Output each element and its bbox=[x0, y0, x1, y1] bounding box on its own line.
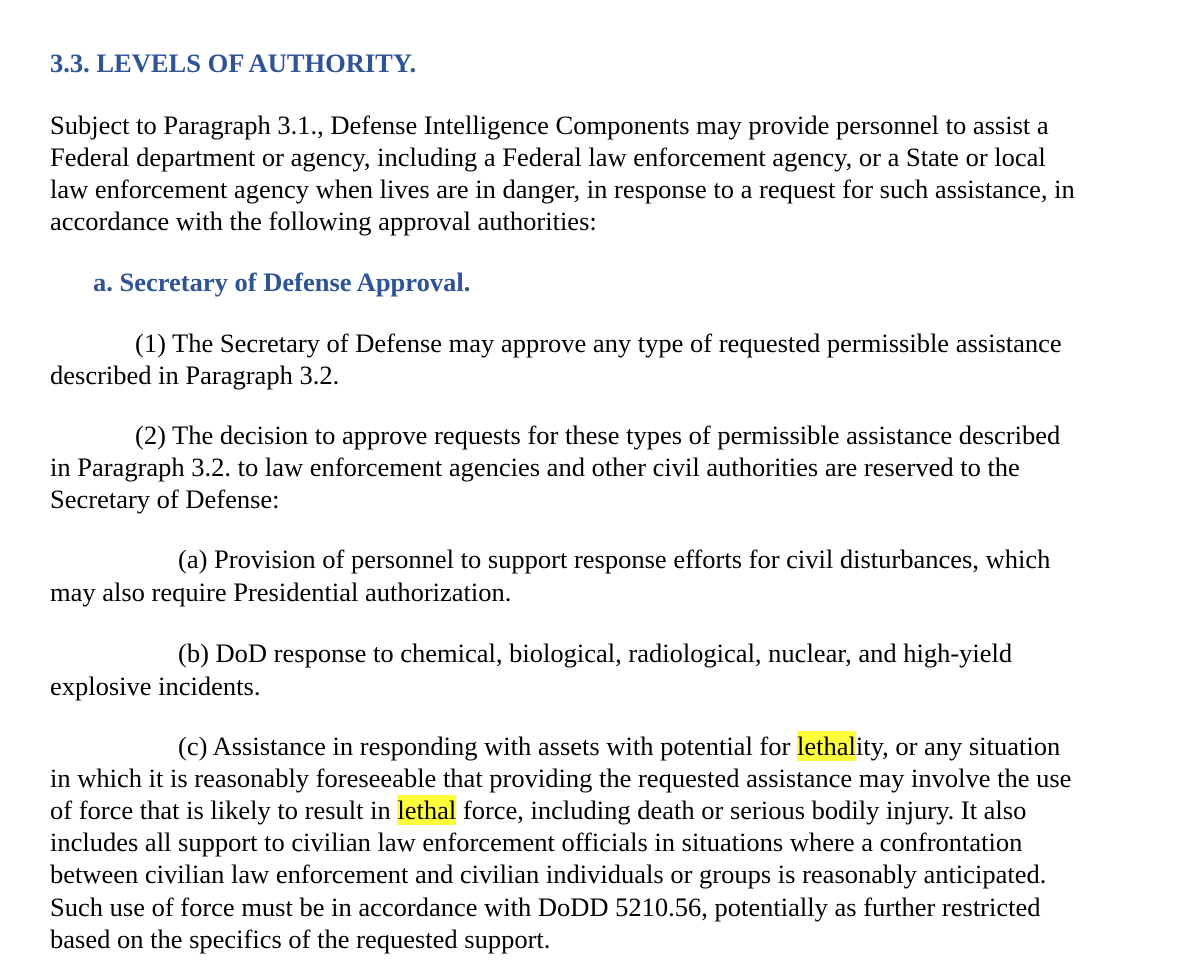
item-2c-text: of force that is likely to result in bbox=[50, 795, 398, 825]
item-2a-line: (a) Provision of personnel to support response efforts for civil disturbances, which bbox=[178, 544, 1051, 574]
section-heading: 3.3. LEVELS OF AUTHORITY. bbox=[50, 48, 417, 78]
highlighted-term: lethal bbox=[397, 795, 457, 825]
item-2-line: (2) The decision to approve requests for these types of permissible assistance described bbox=[135, 420, 1061, 450]
item-2c-line bbox=[50, 794, 1026, 826]
item-2c-text: force, including death or serious bodily injury. It also bbox=[456, 795, 1027, 825]
item-2c-line bbox=[178, 730, 1060, 762]
item-2c-line: Such use of force must be in accordance with DoDD 5210.56, potentially as further restricted bbox=[50, 892, 1041, 922]
item-2-line: in Paragraph 3.2. to law enforcement agencies and other civil authorities are reserved to the bbox=[50, 452, 1020, 482]
intro-line: Federal department or agency, including a Federal law enforcement agency, or a State or local bbox=[50, 142, 1046, 172]
item-2a-line: may also require Presidential authorization. bbox=[50, 577, 512, 607]
intro-line: accordance with the following approval authorities: bbox=[50, 206, 597, 236]
item-1-line: (1) The Secretary of Defense may approve any type of requested permissible assistance bbox=[135, 328, 1062, 358]
item-2b-line: (b) DoD response to chemical, biological, radiological, nuclear, and high-yield bbox=[178, 638, 1013, 668]
item-1-line: described in Paragraph 3.2. bbox=[50, 360, 340, 390]
item-2c-line: includes all support to civilian law enforcement officials in situations where a confrontation bbox=[50, 827, 1023, 857]
item-2c-line: between civilian law enforcement and civilian individuals or groups is reasonably anticipated. bbox=[50, 859, 1047, 889]
item-2c-text: (c) Assistance in responding with assets with potential for bbox=[178, 731, 797, 761]
subheading-secretary-approval: a. Secretary of Defense Approval. bbox=[93, 267, 471, 297]
highlighted-term: lethal bbox=[796, 731, 856, 761]
item-2c-text: ity, or any situation bbox=[855, 731, 1061, 761]
item-2c-line: in which it is reasonably foreseeable that providing the requested assistance may involve the use bbox=[50, 763, 1072, 793]
item-2-line: Secretary of Defense: bbox=[50, 484, 280, 514]
item-2b-line: explosive incidents. bbox=[50, 671, 261, 701]
intro-line: Subject to Paragraph 3.1., Defense Intelligence Components may provide personnel to assist a bbox=[50, 110, 1049, 140]
item-2c-line: based on the specifics of the requested support. bbox=[50, 924, 551, 954]
intro-line: law enforcement agency when lives are in danger, in response to a request for such assistance, in bbox=[50, 174, 1075, 204]
